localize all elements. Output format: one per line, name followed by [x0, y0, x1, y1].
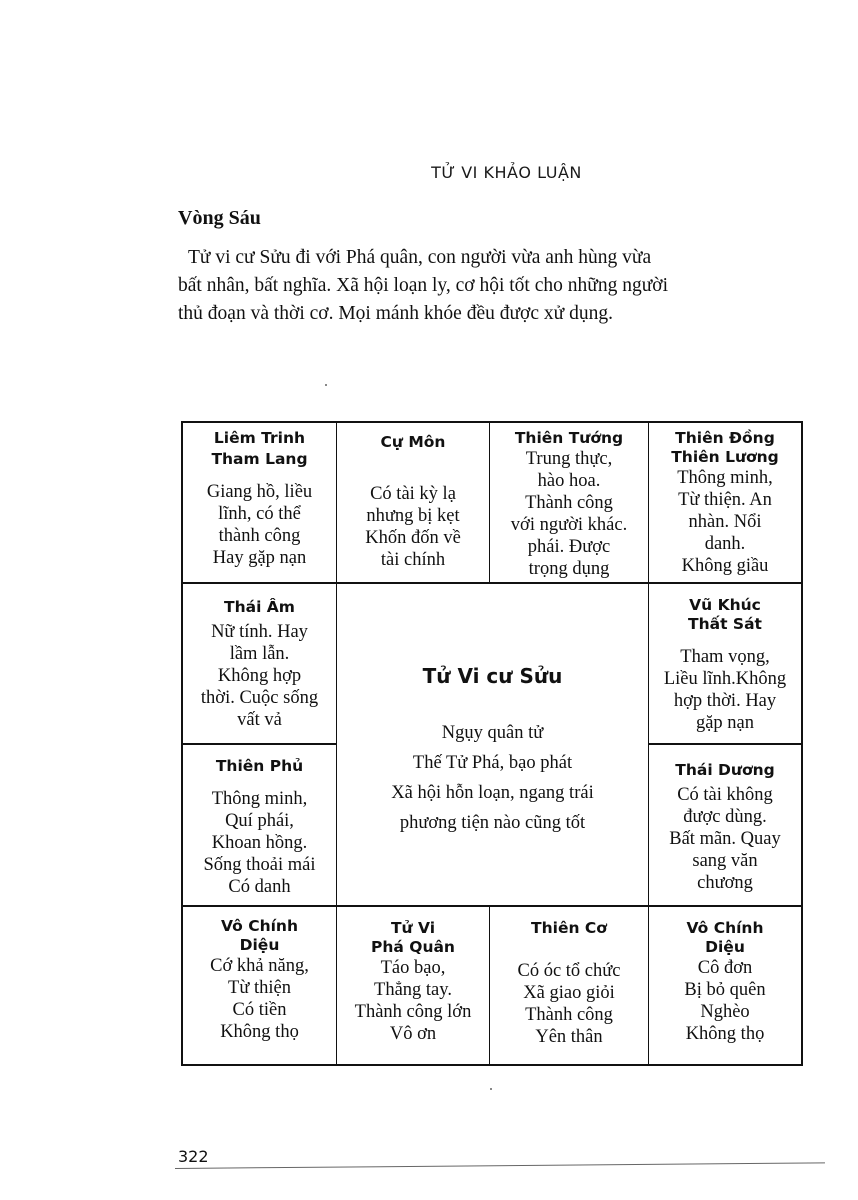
cell-desc: thời. Cuộc sống: [200, 688, 319, 708]
star-name: Thiên Lương: [671, 448, 779, 466]
cell-desc: Trung thực,: [525, 449, 613, 469]
cell-desc: sang văn: [692, 851, 758, 871]
cell-desc: tài chính: [380, 550, 446, 570]
star-name: Vũ Khúc: [689, 596, 761, 614]
cell-desc: được dùng.: [683, 807, 767, 827]
star-name: Thái Âm: [224, 598, 295, 616]
chart-cell-r1c3: [490, 423, 649, 584]
chart-cell-r2c1: [183, 584, 337, 745]
cell-desc: Khốn đốn về: [365, 528, 461, 548]
chart-cell-r3c1: [183, 745, 337, 907]
cell-desc: Khoan hồng.: [211, 833, 308, 853]
star-name: Vô Chính: [221, 917, 298, 935]
cell-desc: Quí phái,: [225, 811, 294, 831]
cell-desc: Không hợp: [217, 666, 302, 686]
chart-cell-r3c4: [649, 745, 801, 907]
page-number: 322: [178, 1147, 209, 1166]
section-title: Vòng Sáu: [178, 207, 261, 229]
cell-desc: hợp thời. Hay: [673, 691, 777, 711]
cell-desc: gặp nạn: [695, 713, 755, 733]
cell-desc: chương: [697, 873, 753, 893]
cell-desc: Hay gặp nạn: [212, 548, 307, 568]
center-line: Xã hội hỗn loạn, ngang trái: [391, 783, 594, 803]
cell-desc: Có tiền: [232, 1000, 287, 1020]
chart-cell-r4c3: [490, 907, 649, 1064]
cell-desc: trọng dụng: [528, 559, 610, 579]
star-name: Thái Dương: [675, 761, 775, 779]
star-name: Tử Vi: [390, 919, 436, 937]
cell-desc: nhưng bị kẹt: [366, 506, 460, 526]
scan-speck: [325, 384, 327, 386]
cell-desc: Cớ khả năng,: [210, 956, 309, 976]
cell-desc: Liều lĩnh.Không: [663, 669, 787, 689]
intro-line: Tử vi cư Sửu đi với Phá quân, con người vừa anh hùng vừa: [188, 247, 652, 268]
cell-desc: Thành công: [525, 493, 613, 513]
cell-desc: danh.: [704, 534, 746, 554]
scan-speck: [490, 1088, 492, 1090]
star-name: Vô Chính: [686, 919, 764, 937]
cell-desc: Có óc tổ chức: [517, 961, 621, 981]
horoscope-chart: [181, 421, 803, 1066]
running-head: TỬ VI KHẢO LUẬN: [431, 163, 582, 182]
cell-desc: Tham vọng,: [680, 647, 770, 667]
center-line: Thế Tử Phá, bạo phát: [412, 753, 573, 773]
center-title: Tử Vi cư Sửu: [422, 664, 563, 688]
cell-desc: Vô ơn: [389, 1024, 437, 1044]
star-name: Phá Quân: [371, 938, 455, 956]
cell-desc: lĩnh, có thể: [218, 504, 301, 524]
cell-desc: Có danh: [228, 877, 291, 897]
cell-desc: Yên thân: [535, 1027, 603, 1047]
cell-desc: Nghèo: [700, 1002, 750, 1022]
cell-desc: phái. Được: [527, 537, 611, 557]
cell-desc: Sống thoải mái: [203, 855, 316, 875]
star-name: Thiên Phủ: [215, 757, 304, 775]
cell-desc: Thông minh,: [677, 468, 773, 488]
chart-cell-r1c1: [183, 423, 337, 584]
cell-desc: Từ thiện. An: [678, 490, 772, 510]
footer-rule: [175, 1162, 825, 1169]
cell-desc: Không thọ: [220, 1022, 299, 1042]
star-name: Cự Môn: [380, 433, 446, 451]
star-name: Thiên Cơ: [531, 919, 607, 937]
chart-cell-r2c4: [649, 584, 801, 745]
cell-desc: hào hoa.: [537, 471, 601, 491]
cell-desc: Có tài kỳ lạ: [370, 484, 456, 504]
chart-cell-r4c4: [649, 907, 801, 1064]
cell-desc: Thông minh,: [211, 789, 308, 809]
cell-desc: Xã giao giỏi: [523, 983, 615, 1003]
cell-desc: Thành công: [525, 1005, 613, 1025]
chart-cell-r4c2: [337, 907, 490, 1064]
star-name: Diệu: [705, 938, 745, 956]
chart-cell-r1c4: [649, 423, 801, 584]
cell-desc: Nữ tính. Hay: [211, 622, 308, 642]
intro-line: bất nhân, bất nghĩa. Xã hội loạn ly, cơ hội tốt cho những người: [178, 275, 668, 296]
cell-desc: nhàn. Nổi: [688, 512, 762, 532]
cell-desc: Bị bỏ quên: [684, 980, 766, 1000]
star-name: Diệu: [239, 936, 280, 954]
cell-desc: Từ thiện: [228, 978, 291, 998]
cell-desc: với người khác.: [510, 515, 628, 535]
cell-desc: Táo bạo,: [380, 958, 446, 978]
cell-desc: Thành công lớn: [354, 1002, 472, 1022]
star-name: Tham Lang: [211, 450, 308, 468]
chart-cell-r1c2: [337, 423, 490, 584]
chart-cell-r4c1: [183, 907, 337, 1064]
cell-desc: vất vả: [237, 710, 282, 730]
cell-desc: Không thọ: [685, 1024, 765, 1044]
cell-desc: Bất mãn. Quay: [669, 829, 781, 849]
star-name: Liêm Trinh: [213, 429, 306, 447]
center-line: Ngụy quân tử: [441, 723, 544, 743]
star-name: Thiên Đồng: [675, 429, 775, 447]
star-name: Thất Sát: [688, 615, 762, 633]
cell-desc: Thẳng tay.: [374, 980, 452, 1000]
cell-desc: lầm lẫn.: [229, 644, 290, 664]
cell-desc: Giang hồ, liều: [206, 482, 313, 502]
intro-line: thủ đoạn và thời cơ. Mọi mánh khóe đều được xử dụng.: [178, 303, 613, 324]
center-line: phương tiện nào cũng tốt: [399, 813, 586, 833]
cell-desc: thành công: [218, 526, 301, 546]
cell-desc: Cô đơn: [697, 958, 753, 978]
chart-center: [337, 584, 649, 907]
intro-paragraph: [178, 244, 808, 328]
cell-desc: Không giầu: [681, 556, 769, 576]
cell-desc: Có tài không: [677, 785, 773, 805]
star-name: Thiên Tướng: [514, 429, 624, 447]
